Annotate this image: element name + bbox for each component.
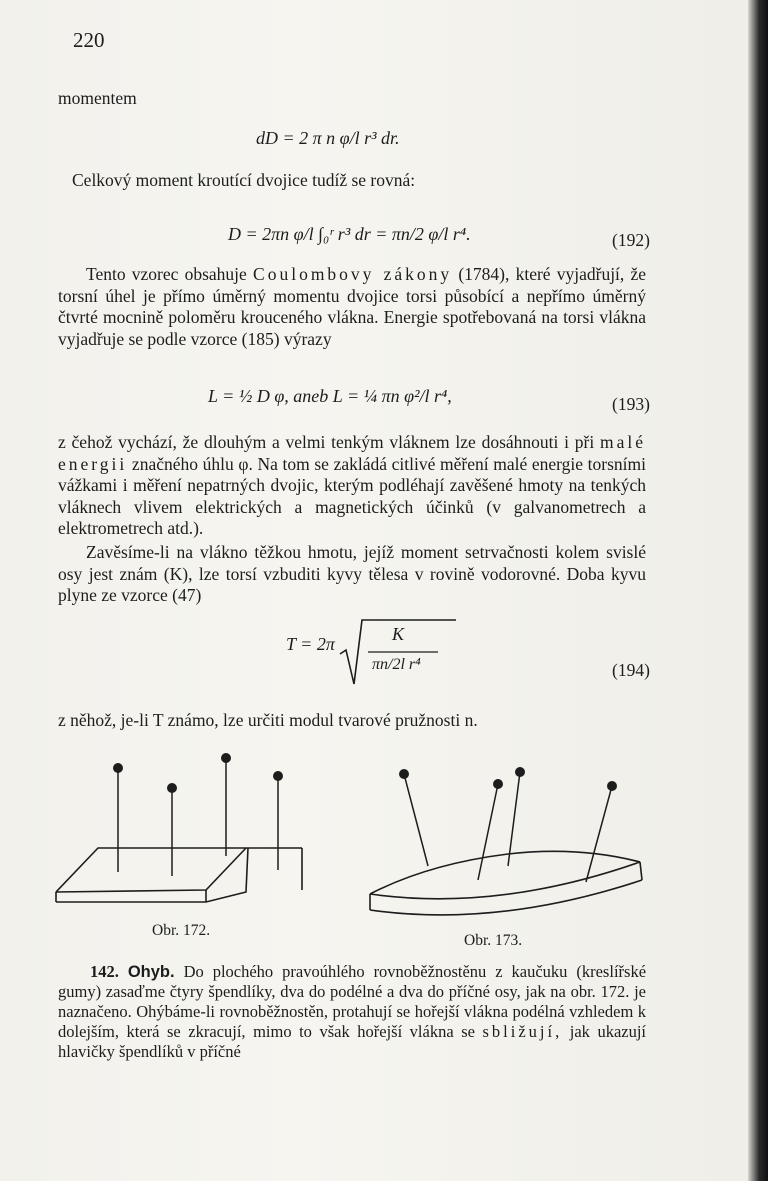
figure-172 — [56, 744, 296, 914]
paragraph-modulus: z něhož, je-li T známo, lze určiti modul tvarové pružnosti n. — [58, 710, 478, 730]
section-number: 142. — [90, 962, 119, 981]
bent-pin-2 — [478, 784, 498, 880]
coulomb-after: (1784), které vyjadřují, že torsní úhel je přímo úměrný momentu dvojice torsi působící a nepřímo úměrný čtvrté mocnině poloměru krouceného vlákna. Energie spotřebovaná na torsi vlákna vyjadřuje se podle vzorce (185) výrazy — [58, 264, 647, 349]
formula-D: D = 2πn φ/l ∫₀ʳ r³ dr = πn/2 φ/l r⁴. — [228, 224, 471, 244]
bent-pin-head-3 — [515, 767, 525, 777]
paragraph-energy — [58, 432, 646, 540]
coulomb-before: Tento vzorec obsahuje — [86, 264, 247, 284]
formula-T-left: T = 2π — [286, 634, 335, 654]
energy-after: značného úhlu φ. Na tom se zakládá citlivé měření malé energie torsními vážkami i měření nepatrných dvojic, kterým podléhají zavěšené hmoty na tenkých vláknech vlivem elektrických a magnetických účinků (v galvanometrech a elektrometrech atd.). — [58, 453, 647, 538]
formula-L: L = ½ D φ, aneb L = ¼ πn φ²/l r⁴, — [208, 386, 452, 406]
pin-head-3 — [221, 753, 231, 763]
page-edge-shadow — [748, 0, 768, 1181]
bent-pin-4 — [586, 786, 612, 882]
coulomb-laws: Coulombovy zákony — [253, 264, 453, 284]
paragraph-pendulum: Zavěsíme-li na vlákno těžkou hmotu, jejíž moment setrvačnosti kolem svislé osy jest znám (K), lze torsí vzbuditi kyvy tělesa v rovině vodorovné. Doba kyvu plyne ze vzorce (47) — [58, 542, 646, 605]
bent-pin-1 — [404, 774, 428, 866]
intro-word: momentem — [58, 88, 137, 108]
pin-head-4 — [273, 771, 283, 781]
bent-pin-head-4 — [607, 781, 617, 791]
pin-head-2 — [167, 783, 177, 793]
equation-number-192: (192) — [612, 230, 650, 250]
formula-T-denominator: πn/2l r⁴ — [372, 656, 421, 673]
section-spaced: sbližují, — [482, 1022, 563, 1041]
bent-slab-back-edge — [370, 851, 640, 894]
bent-pin-3 — [508, 772, 520, 866]
equation-number-194: (194) — [612, 660, 650, 680]
pin-head-1 — [113, 763, 123, 773]
section-text: Do plochého pravoúhlého rovnoběžnostěnu z kaučuku (kreslířské gumy) zasaďme čtyry špendlíky, dva do podélné a dva do příčné osy, jak na obr. 172. je naznačeno. Ohýbáme-li rovnoběžnostěn, protahují se hořejší vlákna podélná vzhledem k dolejším, která se zkracují, mimo to však hořejší vlákna se — [58, 962, 647, 1041]
page-number: 220 — [73, 28, 105, 52]
bent-slab-right-edge — [640, 862, 642, 880]
formula-dD: dD = 2 π n φ/l r³ dr. — [256, 128, 400, 148]
caption-173: Obr. 173. — [464, 932, 523, 949]
equation-number-193: (193) — [612, 394, 650, 414]
figure-173 — [368, 762, 658, 942]
energy-spaced: malé energii — [58, 432, 647, 474]
paragraph-coulomb — [58, 264, 646, 350]
section-142 — [58, 962, 646, 1062]
formula-T-numerator: K — [392, 624, 405, 644]
section-title: Ohyb. — [127, 963, 175, 981]
bent-pin-head-1 — [399, 769, 409, 779]
total-moment-text: Celkový moment kroutící dvojice tudíž se rovná: — [72, 170, 416, 190]
caption-172: Obr. 172. — [152, 922, 211, 939]
bent-pin-head-2 — [493, 779, 503, 789]
section-text-end: jak ukazují hlavičky špendlíků v příčné — [58, 1022, 647, 1061]
energy-before: z čehož vychází, že dlouhým a velmi tenkým vláknem lze dosáhnouti i při — [58, 432, 595, 452]
